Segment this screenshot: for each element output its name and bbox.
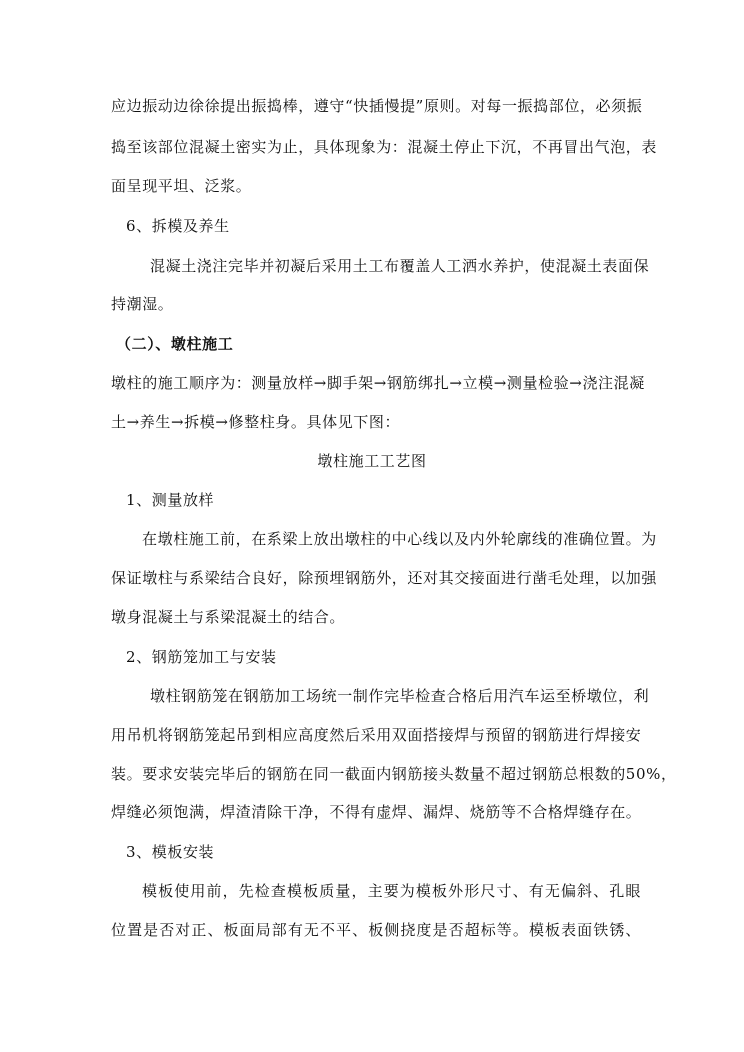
paragraph-sequence-line-2: 土→养生→拆模→修整柱身。具体见下图： bbox=[111, 413, 401, 431]
paragraph-sequence-line-1: 墩柱的施工顺序为：测量放样→脚手架→钢筋绑扎→立模→测量检验→浇注混凝 bbox=[111, 374, 645, 392]
paragraph-survey-line-2: 保证墩柱与系梁结合良好，除预埋钢筋外，还对其交接面进行凿毛处理，以加强 bbox=[111, 569, 658, 587]
paragraph-rebar-line-1: 墩柱钢筋笼在钢筋加工场统一制作完毕检查合格后用汽车运至桥墩位，利 bbox=[150, 687, 650, 705]
section-2-title: 2、钢筋笼加工与安装 bbox=[126, 648, 277, 666]
section-1-title: 1、测量放样 bbox=[126, 491, 215, 509]
paragraph-curing-line-1: 混凝土浇注完毕并初凝后采用土工布覆盖人工洒水养护，使混凝土表面保 bbox=[150, 257, 650, 275]
paragraph-vibrate-line-1: 应边振动边徐徐提出振捣棒，遵守“快插慢提”原则。对每一振捣部位，必须振 bbox=[111, 97, 643, 115]
paragraph-vibrate-line-2: 捣至该部位混凝土密实为止，具体现象为：混凝土停止下沉，不再冒出气泡，表 bbox=[111, 138, 658, 156]
paragraph-formwork-line-1: 模板使用前，先检查模板质量，主要为模板外形尺寸、有无偏斜、孔眼 bbox=[142, 882, 641, 900]
paragraph-survey-line-1: 在墩柱施工前，在系梁上放出墩柱的中心线以及内外轮廓线的准确位置。为 bbox=[142, 530, 657, 548]
figure-caption: 墩柱施工工艺图 bbox=[317, 452, 427, 470]
section-3-title: 3、模板安装 bbox=[126, 843, 215, 861]
paragraph-vibrate-line-3: 面呈现平坦、泛浆。 bbox=[111, 177, 252, 195]
paragraph-rebar-line-2: 用吊机将钢筋笼起吊到相应高度然后采用双面搭接焊与预留的钢筋进行焊接安 bbox=[111, 726, 642, 744]
section-6-title: 6、拆模及养生 bbox=[126, 217, 230, 235]
paragraph-survey-line-3: 墩身混凝土与系梁混凝土的结合。 bbox=[111, 608, 346, 626]
paragraph-rebar-line-4: 焊缝必须饱满，焊渣清除干净，不得有虚焊、漏焊、烧筋等不合格焊缝存在。 bbox=[111, 803, 642, 821]
part-2-title: （二）、墩柱施工 bbox=[116, 335, 234, 353]
paragraph-rebar-line-3: 装。要求安装完毕后的钢筋在同一截面内钢筋接头数量不超过钢筋总根数的50%， bbox=[111, 765, 677, 783]
paragraph-curing-line-2: 持潮湿。 bbox=[111, 295, 174, 313]
paragraph-formwork-line-2: 位置是否对正、板面局部有无不平、板侧挠度是否超标等。模板表面铁锈、 bbox=[111, 921, 641, 939]
